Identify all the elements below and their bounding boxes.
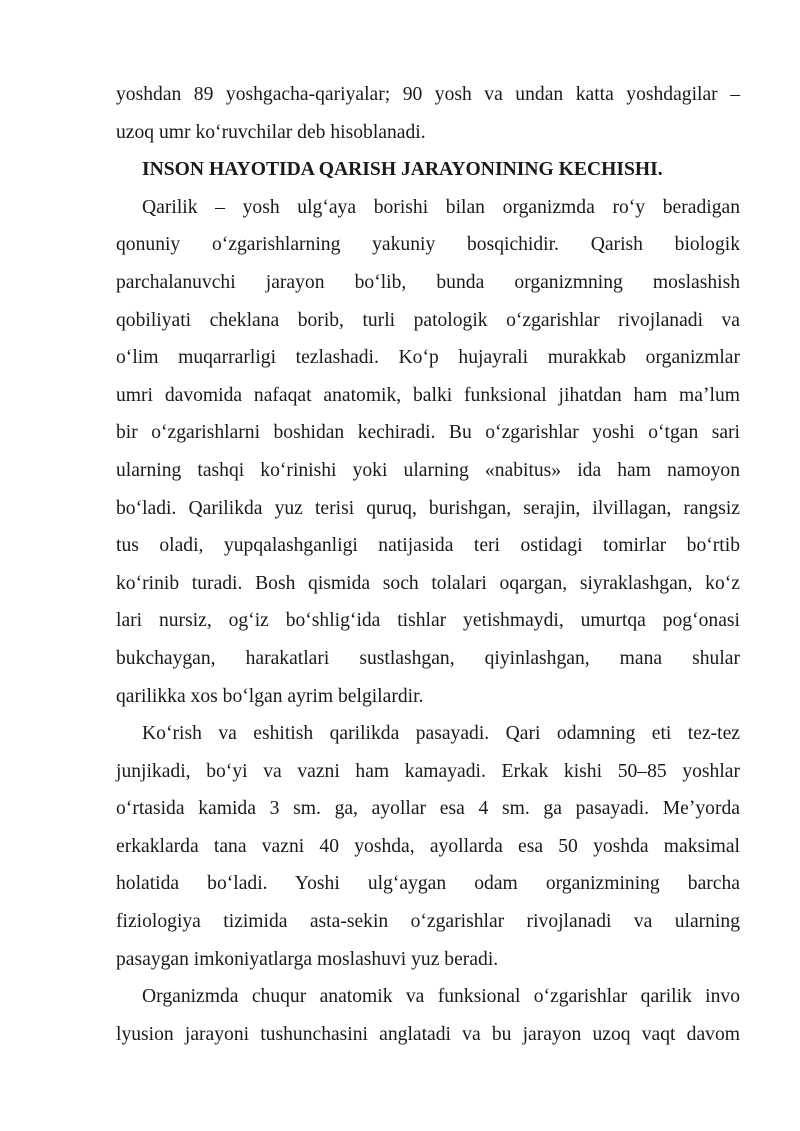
- paragraph-line: qonuniy oʻzgarishlarning yakuniy bosqichidir. Qarish biologik: [116, 234, 740, 256]
- paragraph-line: boʻladi. Qarilikda yuz terisi quruq, burishgan, serajin, ilvillagan, rangsiz: [116, 497, 740, 519]
- document-page: [116, 76, 740, 1053]
- paragraph-first-line: Qarilik – yosh ulgʻaya borishi bilan organizmda roʻy beradigan: [142, 196, 740, 218]
- paragraph-line: ularning tashqi koʻrinishi yoki ularning «nabitus» ida ham namoyon: [116, 459, 740, 481]
- paragraph-line: qobiliyati cheklana borib, turli patologik oʻzgarishlar rivojlanadi va: [116, 309, 740, 331]
- paragraph-line: lyusion jarayoni tushunchasini anglatadi va bu jarayon uzoq vaqt davom: [116, 1023, 740, 1045]
- paragraph-line: bukchaygan, harakatlari sustlashgan, qiyinlashgan, mana shular: [116, 647, 740, 669]
- paragraph-last-line: uzoq umr koʻruvchilar deb hisoblanadi.: [116, 121, 426, 143]
- paragraph-line: erkaklarda tana vazni 40 yoshda, ayollarda esa 50 yoshda maksimal: [116, 835, 740, 857]
- paragraph-line: oʻrtasida kamida 3 sm. ga, ayollar esa 4 sm. ga pasayadi. Meʼyorda: [116, 798, 740, 820]
- paragraph-line: holatida boʻladi. Yoshi ulgʻaygan odam organizmining barcha: [116, 873, 740, 895]
- paragraph-line: parchalanuvchi jarayon boʻlib, bunda organizmning moslashish: [116, 271, 740, 293]
- paragraph-line: koʻrinib turadi. Bosh qismida soch tolalari oqargan, siyraklashgan, koʻz: [116, 572, 740, 594]
- paragraph-line: umri davomida nafaqat anatomik, balki funksional jihatdan ham maʼlum: [116, 384, 740, 406]
- paragraph-line: junjikadi, boʻyi va vazni ham kamayadi. Erkak kishi 50–85 yoshlar: [116, 760, 740, 782]
- paragraph-line: lari nursiz, ogʻiz boʻshligʻida tishlar yetishmaydi, umurtqa pogʻonasi: [116, 610, 740, 632]
- paragraph-last-line: pasaygan imkoniyatlarga moslashuvi yuz beradi.: [116, 948, 499, 970]
- paragraph-line: bir oʻzgarishlarni boshidan kechiradi. Bu oʻzgarishlar yoshi oʻtgan sari: [116, 422, 740, 444]
- paragraph-line: tus oladi, yupqalashganligi natijasida teri ostidagi tomirlar boʻrtib: [116, 535, 740, 557]
- paragraph-line: oʻlim muqarrarligi tezlashadi. Koʻp hujayrali murakkab organizmlar: [116, 347, 740, 369]
- section-heading: INSON HAYOTIDA QARISH JARAYONINING KECHISHI.: [142, 159, 663, 181]
- paragraph-line: yoshdan 89 yoshgacha-qariyalar; 90 yosh va undan katta yoshdagilar –: [116, 84, 740, 105]
- paragraph-line: fiziologiya tizimida asta-sekin oʻzgarishlar rivojlanadi va ularning: [116, 911, 740, 933]
- paragraph-first-line: Koʻrish va eshitish qarilikda pasayadi. Qari odamning eti tez-tez: [142, 723, 740, 745]
- paragraph-last-line: qarilikka xos boʻlgan ayrim belgilardir.: [116, 685, 424, 707]
- paragraph-first-line: Organizmda chuqur anatomik va funksional oʻzgarishlar qarilik invo: [142, 986, 740, 1008]
